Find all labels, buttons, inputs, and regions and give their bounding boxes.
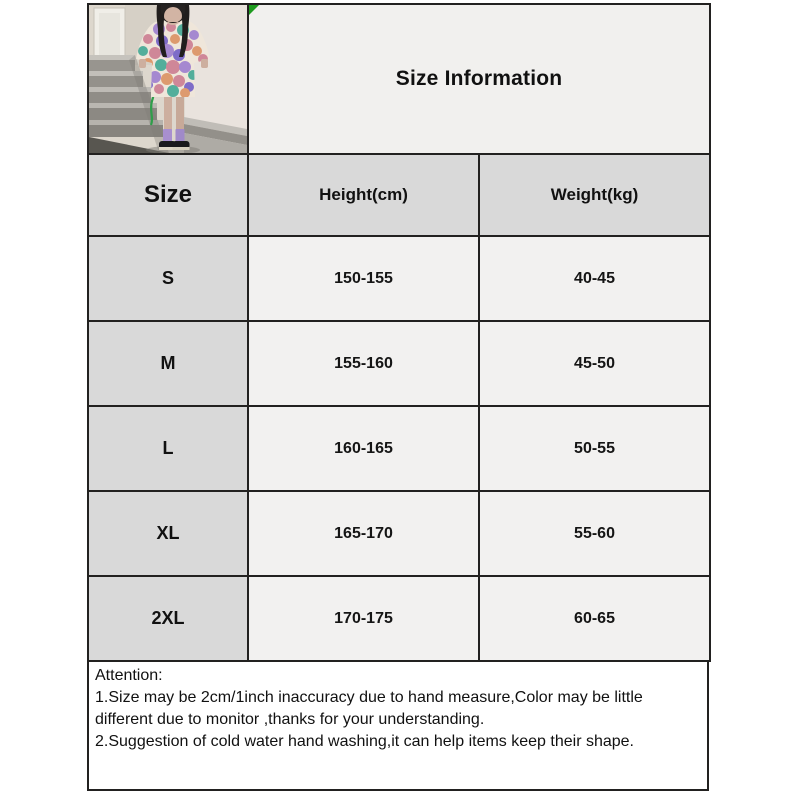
weight-value: 60-65 — [479, 576, 710, 661]
table-row-xl — [88, 491, 710, 576]
attention-line-3: 2.Suggestion of cold water hand washing,it can help items keep their shape. — [95, 733, 634, 750]
table-row-2xl — [88, 576, 710, 661]
product-size-sheet — [87, 3, 709, 791]
size-label: 2XL — [88, 576, 248, 661]
weight-value: 50-55 — [479, 406, 710, 491]
excel-corner-marker-icon — [249, 5, 259, 15]
table-header-row — [88, 154, 710, 236]
column-header-height: Height(cm) — [248, 154, 479, 236]
model-photo-illustration — [89, 5, 247, 153]
weight-value: 40-45 — [479, 236, 710, 321]
model-photo — [88, 4, 248, 154]
column-header-size: Size — [88, 154, 248, 236]
table-row-s — [88, 236, 710, 321]
height-value: 160-165 — [248, 406, 479, 491]
height-value: 150-155 — [248, 236, 479, 321]
size-label: XL — [88, 491, 248, 576]
table-row-l — [88, 406, 710, 491]
page-title: Size Information — [395, 67, 563, 90]
attention-line-2: different due to monitor ,thanks for your understanding. — [95, 711, 485, 728]
attention-note — [87, 660, 709, 791]
size-label: M — [88, 321, 248, 406]
weight-value: 45-50 — [479, 321, 710, 406]
height-value: 165-170 — [248, 491, 479, 576]
size-info-title-cell — [248, 4, 710, 154]
attention-heading: Attention: — [95, 667, 163, 684]
table-row-m — [88, 321, 710, 406]
size-label: S — [88, 236, 248, 321]
weight-value: 55-60 — [479, 491, 710, 576]
attention-line-1: 1.Size may be 2cm/1inch inaccuracy due to hand measure,Color may be little — [95, 689, 643, 706]
column-header-weight: Weight(kg) — [479, 154, 710, 236]
height-value: 170-175 — [248, 576, 479, 661]
height-value: 155-160 — [248, 321, 479, 406]
size-table — [87, 3, 711, 662]
size-label: L — [88, 406, 248, 491]
